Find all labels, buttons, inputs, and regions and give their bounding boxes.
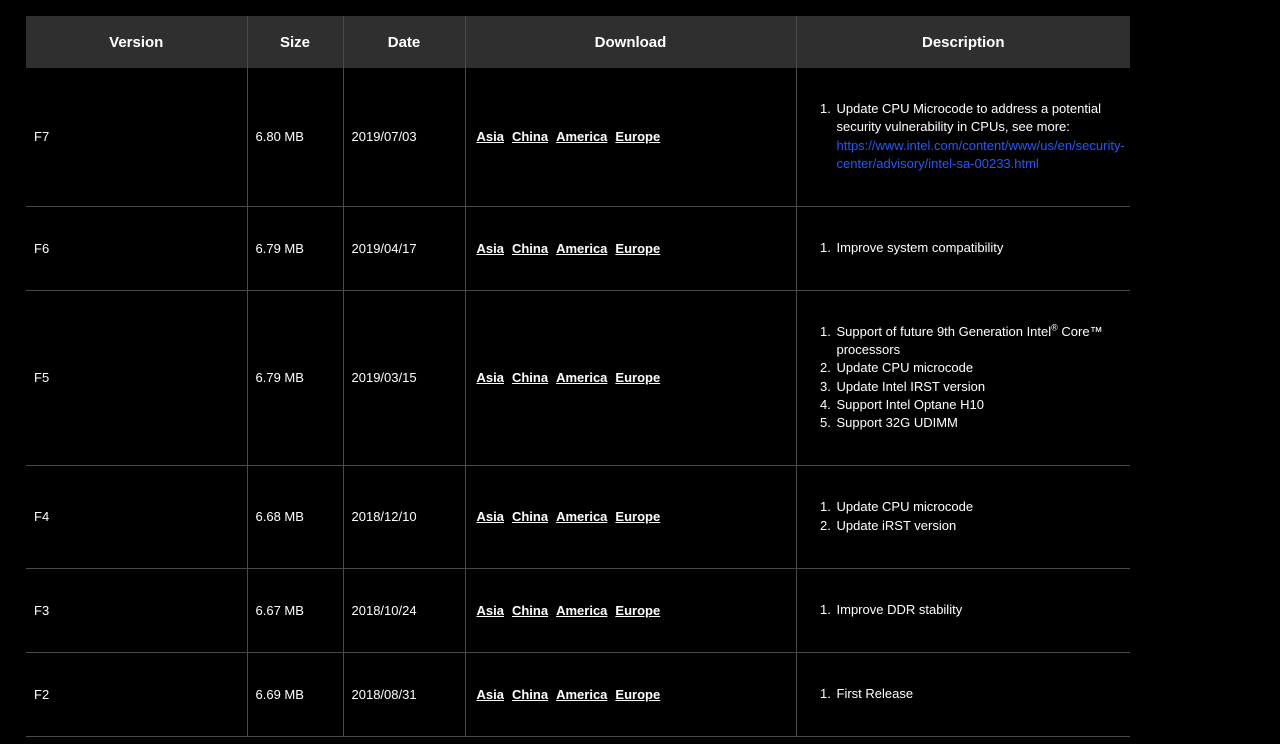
description-cell [796, 290, 1130, 465]
release-note-text: Update iRST version [836, 517, 957, 533]
version-cell: F5 [26, 290, 247, 465]
release-note-item [835, 359, 1123, 377]
download-link-europe[interactable]: Europe [615, 602, 661, 618]
download-link-europe[interactable]: Europe [615, 509, 661, 524]
header-description: Description [796, 16, 1130, 68]
download-link-china[interactable]: China [511, 509, 549, 524]
bios-download-table [26, 16, 1130, 737]
size-cell: 6.80 MB [247, 68, 343, 206]
header-size: Size [247, 16, 343, 68]
release-note-item [835, 239, 1123, 257]
download-link-asia[interactable]: Asia [476, 240, 504, 256]
header-date: Date [343, 16, 465, 68]
download-link-asia[interactable]: Asia [476, 370, 504, 385]
release-note-item [835, 323, 1123, 360]
security-advisory-link[interactable]: https://www.intel.com/content/www/us/en/security-center/advisory/intel-sa-00233.html [836, 137, 1125, 172]
download-link-china[interactable]: China [511, 686, 549, 702]
date-cell: 2018/08/31 [343, 652, 465, 736]
download-link-asia[interactable]: Asia [476, 686, 504, 702]
release-notes-list [805, 498, 1123, 535]
download-cell [465, 465, 796, 568]
size-cell: 6.79 MB [247, 290, 343, 465]
table-row [26, 465, 1130, 568]
date-cell: 2019/04/17 [343, 206, 465, 290]
release-note-text-after: Core™ processors [836, 323, 1103, 357]
download-links [474, 370, 788, 385]
download-cell [465, 568, 796, 652]
version-cell: F4 [26, 465, 247, 568]
release-note-item [835, 378, 1123, 396]
release-note-text: Update Intel IRST version [836, 378, 986, 394]
date-cell: 2018/12/10 [343, 465, 465, 568]
version-cell: F2 [26, 652, 247, 736]
download-link-europe[interactable]: Europe [615, 129, 661, 145]
release-note-item [835, 498, 1123, 516]
download-link-america[interactable]: America [556, 370, 608, 385]
release-note-text: First Release [836, 685, 914, 701]
download-cell [465, 652, 796, 736]
release-notes-list [805, 685, 1123, 703]
table-header-row [26, 16, 1130, 68]
release-note-item [835, 414, 1123, 432]
description-cell [796, 68, 1130, 206]
download-link-america[interactable]: America [556, 686, 608, 702]
download-link-asia[interactable]: Asia [476, 602, 504, 618]
release-notes-list [805, 100, 1123, 173]
download-cell [465, 290, 796, 465]
download-link-china[interactable]: China [511, 602, 549, 618]
download-links [474, 603, 788, 618]
release-note-text: Update CPU microcode [836, 499, 974, 515]
header-download: Download [465, 16, 796, 68]
release-note-item [835, 100, 1123, 173]
release-notes-list [805, 239, 1123, 257]
download-link-china[interactable]: China [511, 240, 549, 256]
table-body [26, 68, 1130, 736]
release-note-text: Support Intel Optane H10 [836, 396, 984, 412]
size-cell: 6.69 MB [247, 652, 343, 736]
release-note-text: Improve DDR stability [836, 601, 963, 617]
bios-download-table-container [26, 16, 1130, 737]
release-note-text: Improve system compatibility [836, 239, 1004, 255]
description-cell [796, 568, 1130, 652]
table-row [26, 206, 1130, 290]
download-link-europe[interactable]: Europe [615, 240, 661, 256]
size-cell: 6.67 MB [247, 568, 343, 652]
date-cell: 2019/07/03 [343, 68, 465, 206]
release-note-item [835, 601, 1123, 619]
size-cell: 6.79 MB [247, 206, 343, 290]
download-link-asia[interactable]: Asia [476, 129, 504, 145]
release-note-text: Support 32G UDIMM [836, 415, 958, 431]
download-links [474, 687, 788, 702]
registered-mark: ® [1051, 322, 1058, 333]
download-link-europe[interactable]: Europe [615, 686, 661, 702]
description-cell [796, 465, 1130, 568]
release-note-item [835, 517, 1123, 535]
download-link-china[interactable]: China [511, 129, 549, 145]
date-cell: 2019/03/15 [343, 290, 465, 465]
table-row [26, 652, 1130, 736]
download-links [474, 241, 788, 256]
download-link-america[interactable]: America [556, 602, 608, 618]
release-note-item [835, 396, 1123, 414]
header-version: Version [26, 16, 247, 68]
version-cell: F6 [26, 206, 247, 290]
download-links [474, 129, 788, 144]
download-cell [465, 206, 796, 290]
release-note-item [835, 685, 1123, 703]
release-note-text: Update CPU Microcode to address a potential security vulnerability in CPUs, see more: [836, 101, 1101, 135]
download-link-america[interactable]: America [556, 240, 608, 256]
release-notes-list [805, 601, 1123, 619]
description-cell [796, 206, 1130, 290]
release-note-text: Support of future 9th Generation Intel [836, 323, 1052, 339]
table-row [26, 290, 1130, 465]
table-row [26, 568, 1130, 652]
download-link-asia[interactable]: Asia [476, 509, 504, 524]
date-cell: 2018/10/24 [343, 568, 465, 652]
download-link-america[interactable]: America [556, 509, 608, 524]
download-link-europe[interactable]: Europe [615, 370, 661, 385]
version-cell: F3 [26, 568, 247, 652]
download-link-china[interactable]: China [511, 370, 549, 385]
size-cell: 6.68 MB [247, 465, 343, 568]
release-notes-list [805, 323, 1123, 433]
table-row [26, 68, 1130, 206]
download-links [474, 509, 788, 524]
download-cell [465, 68, 796, 206]
version-cell: F7 [26, 68, 247, 206]
release-note-text: Update CPU microcode [836, 360, 974, 376]
description-cell [796, 652, 1130, 736]
download-link-america[interactable]: America [556, 129, 608, 145]
